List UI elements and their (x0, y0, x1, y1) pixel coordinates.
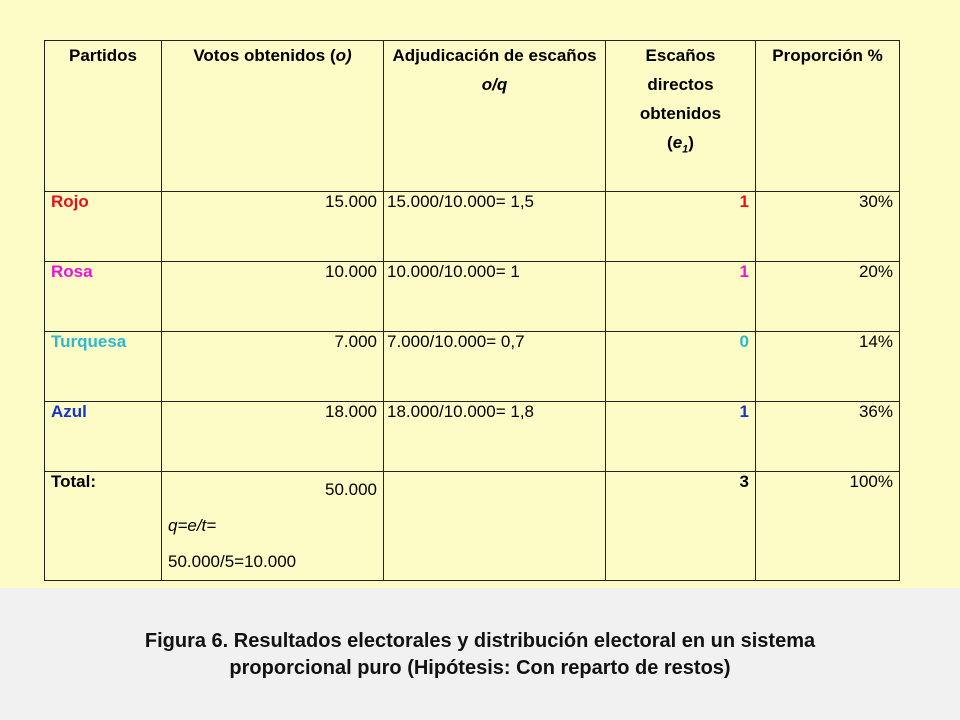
quota-calculation: 50.000/5=10.000 (168, 552, 297, 571)
total-votes-cell (162, 472, 384, 581)
header-proporcion: Proporción % (756, 41, 900, 192)
results-table (44, 40, 900, 581)
proportion-value: 14% (756, 332, 900, 402)
party-name: Rojo (45, 192, 162, 262)
party-name: Rosa (45, 262, 162, 332)
table-header-row (45, 41, 900, 192)
caption-line-1: Figura 6. Resultados electorales y distribución electoral en un sistema (144, 630, 816, 652)
votes-value: 7.000 (162, 332, 384, 402)
header-votos: Votos obtenidos (o) (162, 41, 384, 192)
quota-formula: q=e/t= (168, 516, 217, 535)
proportion-value: 20% (756, 262, 900, 332)
seat-calculation: 7.000/10.000= 0,7 (384, 332, 606, 402)
table-row (45, 262, 900, 332)
header-escanos-var: $(e_1)$ (667, 133, 694, 156)
party-name: Azul (45, 402, 162, 472)
total-row (45, 472, 900, 581)
header-adjudicacion: Adjudicación de escaños o/q (384, 41, 606, 192)
caption-line-2: proporcional puro (Hipótesis: Con reparto de restos) (229, 657, 731, 679)
total-votes-value: 50.000 (325, 480, 377, 499)
seats-value: 1 (606, 262, 756, 332)
seats-value: 0 (606, 332, 756, 402)
proportion-value: 36% (756, 402, 900, 472)
table-row (45, 402, 900, 472)
header-escanos: Escaños directos obtenidos $(e_1)$ (606, 41, 756, 192)
votes-value: 15.000 (162, 192, 384, 262)
table-row (45, 332, 900, 402)
total-proportion-value: 100% (756, 472, 900, 581)
header-partidos: Partidos (45, 41, 162, 192)
seats-value: 1 (606, 192, 756, 262)
header-adjudicacion-formula: o/q (481, 75, 508, 94)
total-calc-empty (384, 472, 606, 581)
seat-calculation: 18.000/10.000= 1,8 (384, 402, 606, 472)
seats-value: 1 (606, 402, 756, 472)
table-row (45, 192, 900, 262)
total-seats-value: 3 (606, 472, 756, 581)
proportion-value: 30% (756, 192, 900, 262)
figure-caption (0, 628, 960, 682)
votes-value: 18.000 (162, 402, 384, 472)
seat-calculation: 15.000/10.000= 1,5 (384, 192, 606, 262)
party-name: Turquesa (45, 332, 162, 402)
seat-calculation: 10.000/10.000= 1 (384, 262, 606, 332)
total-label: Total: (45, 472, 162, 581)
votes-value: 10.000 (162, 262, 384, 332)
